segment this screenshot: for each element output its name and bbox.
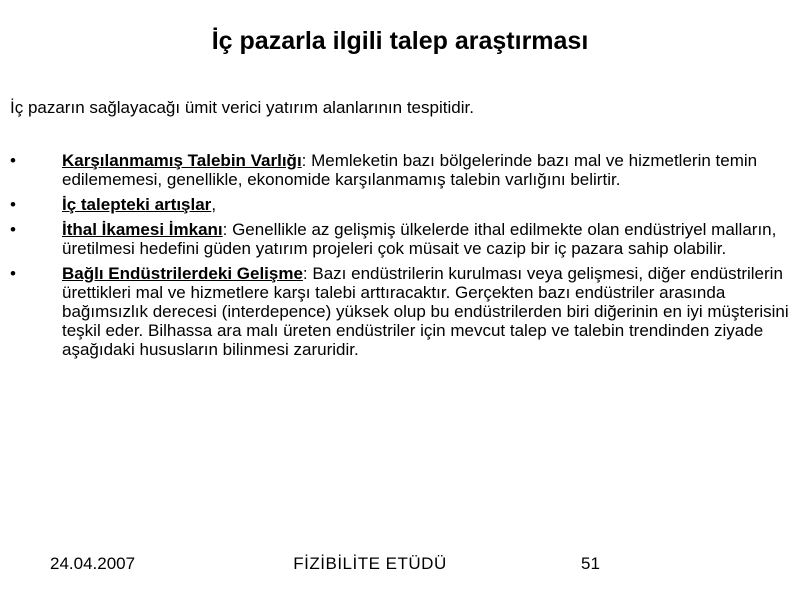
bullet-icon: •: [10, 220, 16, 239]
bullet-icon: •: [10, 195, 16, 214]
bullet-term: İç talepteki artışlar: [62, 195, 212, 214]
bullet-icon: •: [10, 264, 16, 283]
bullet-text: : Bazı endüstrilerin kurulması veya gelişmesi, diğer endüstrilerin ürettikleri mal ve hizmetlere karşı talebi arttıracaktır. Gerçekten bazı endüstriler arasında bağımsızlık derecesi (interdepence) yüksek olup bu endüstrilerden biri diğerinin en iyi müşterisini teşkil eder. Bilhassa ara malı üreten endüstriler için mevcut talep ve talebin trendinden ziyade aşağıdaki hususların bilinmesi zaruridir.: [62, 264, 789, 359]
bullet-term: Bağlı Endüstrilerdeki Gelişme: [62, 264, 303, 283]
page-number: 51: [581, 554, 600, 573]
footer-title: FİZİBİLİTE ETÜDÜ: [293, 554, 447, 573]
bullet-term: Karşılanmamış Talebin Varlığı: [62, 151, 302, 170]
bullet-item-import-substitution: [10, 220, 800, 258]
slide-title: İç pazarla ilgili talep araştırması: [211, 27, 589, 55]
bullet-item-unmet-demand: [10, 151, 800, 189]
bullet-text: : Memleketin bazı bölgelerinde bazı mal ve hizmetlerin temin edilememesi, genellikle, ekonomide karşılanmamış talebin varlığını belirtir.: [62, 151, 758, 189]
intro-text: İç pazarın sağlayacağı ümit verici yatırım alanlarının tespitidir.: [10, 98, 474, 117]
bullet-list: [10, 151, 800, 365]
bullet-item-domestic-demand: [10, 195, 800, 214]
bullet-text: : Genellikle az gelişmiş ülkelerde ithal edilmekte olan endüstriyel malların, üretilmesi hedefini güden yatırım projeleri çok müsait ve cazip bir iç pazara sahip olabilir.: [62, 220, 777, 258]
footer-date: 24.04.2007: [50, 554, 136, 573]
bullet-item-related-industries: [10, 264, 800, 359]
bullet-text: ,: [211, 195, 217, 214]
bullet-icon: •: [10, 151, 16, 170]
bullet-term: İthal İkamesi İmkanı: [62, 220, 223, 239]
